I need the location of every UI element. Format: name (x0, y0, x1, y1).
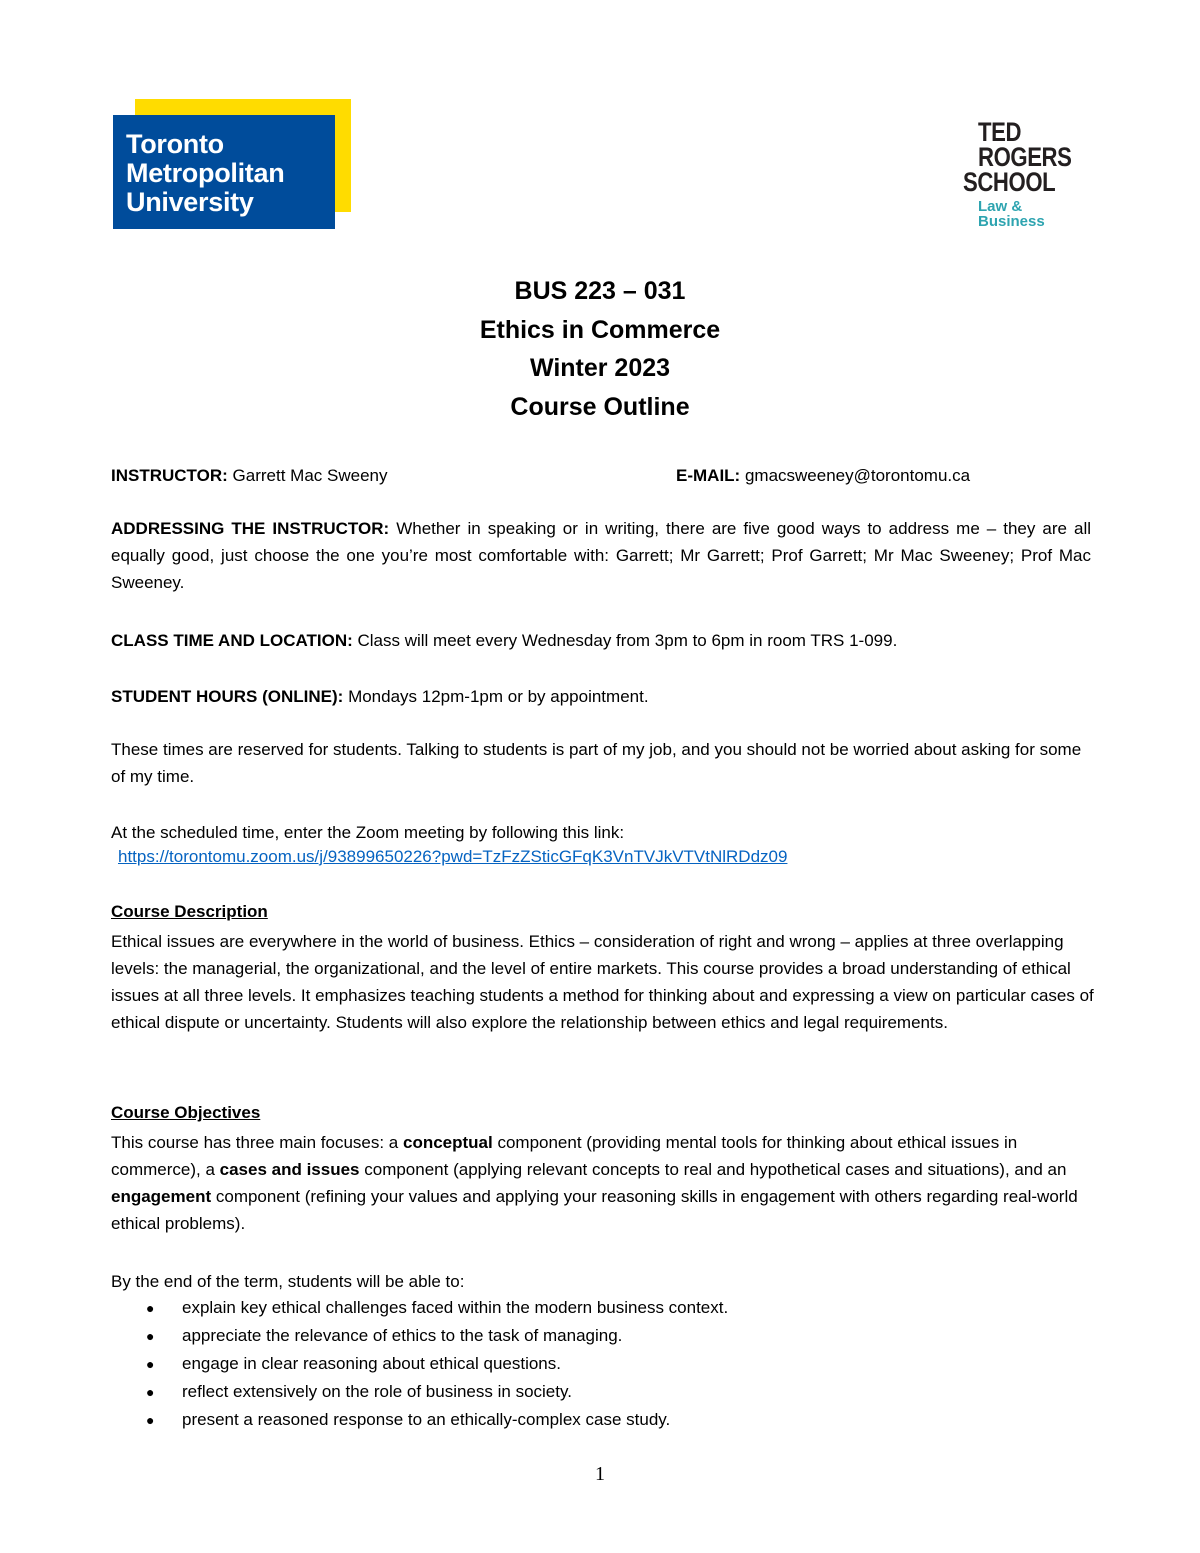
student-hours-paragraph (111, 683, 1091, 710)
objectives-text-part-4: component (refining your values and applying your reasoning skills in engagement with others regarding real-world ethical problems). (111, 1187, 1078, 1233)
objectives-bold-engagement: engagement (111, 1187, 212, 1206)
course-description-text: Ethical issues are everywhere in the world of business. Ethics – consideration of right and wrong – applies at three overlapping levels: the managerial, the organizational, and the level of entire markets. This course provides a broad understanding of ethical issues at all three levels. It emphasizes teaching students a method for thinking about and expressing a view on particular cases of ethical dispute or uncertainty. Students will also explore the relationship between ethics and legal requirements. (111, 932, 1094, 1032)
reserved-note: These times are reserved for students. Talking to students is part of my job, and you should not be worried about asking for some of my time. (111, 740, 1082, 786)
tmu-logo-line-3: University (126, 187, 254, 217)
course-objectives-heading: Course Objectives (111, 1103, 261, 1122)
course-code: BUS 223 – 031 (514, 277, 686, 305)
bullet-icon: ● (146, 1300, 155, 1316)
addressing-text: Whether in speaking or in writing, there are five good ways to address me – they are all equally good, just choose the one you’re most comfortable with: Garrett; Mr Garrett; Prof Garrett; Mr Mac Sweeney; Prof Mac Sweeney. (111, 519, 1092, 592)
list-item-text: engage in clear reasoning about ethical questions. (182, 1354, 561, 1373)
tmu-logo-line-2: Metropolitan (126, 158, 285, 188)
addressing-paragraph (111, 515, 1091, 596)
email-label: E-MAIL: (676, 466, 741, 485)
tmu-logo (113, 99, 351, 229)
instructor-name: Garrett Mac Sweeny (232, 466, 388, 485)
instructor-email: gmacsweeney@torontomu.ca (744, 466, 971, 485)
student-hours-text: Mondays 12pm-1pm or by appointment. (348, 687, 649, 706)
trs-logo (963, 117, 1093, 232)
trs-logo-sub-1: Law & (978, 198, 1023, 215)
instructor-label: INSTRUCTOR: (111, 466, 228, 485)
tmu-logo-line-1: Toronto (126, 129, 224, 159)
list-item (111, 1322, 728, 1350)
objectives-bold-cases: cases and issues (219, 1160, 360, 1179)
list-item-text: appreciate the relevance of ethics to the task of managing. (182, 1326, 623, 1345)
objectives-text-part-3: component (applying relevant concepts to real and hypothetical cases and situations), and an (359, 1160, 1067, 1179)
course-objectives-text (111, 1129, 1096, 1237)
trs-logo-sub-2: Business (978, 213, 1045, 230)
title-block (0, 272, 1200, 426)
course-term: Winter 2023 (529, 354, 671, 382)
class-time-text: Class will meet every Wednesday from 3pm to 6pm in room TRS 1-099. (357, 631, 898, 650)
trs-logo-line-3: SCHOOL (963, 167, 1056, 197)
trs-logo-line-2: ROGERS (978, 142, 1072, 172)
instructor-line (111, 462, 387, 489)
document-type: Course Outline (510, 392, 690, 421)
class-time-label: CLASS TIME AND LOCATION: (111, 631, 353, 650)
class-time-paragraph (111, 627, 1091, 654)
zoom-meeting-link[interactable]: https://torontomu.zoom.us/j/93899650226?pwd=TzFzZSticGFqK3VnTVJkVTVtNlRDdz09 (118, 847, 788, 866)
zoom-intro: At the scheduled time, enter the Zoom meeting by following this link: (111, 823, 625, 842)
tmu-logo-blue-block (113, 115, 335, 229)
bullet-icon: ● (146, 1412, 155, 1428)
list-item (111, 1406, 728, 1434)
objectives-text-part-1: This course has three main focuses: a (111, 1133, 403, 1152)
list-item (111, 1294, 728, 1322)
objectives-list (111, 1294, 728, 1434)
list-item (111, 1378, 728, 1406)
objectives-bold-conceptual: conceptual (402, 1133, 493, 1152)
tmu-logo-wordmark (126, 130, 284, 217)
list-item-text: explain key ethical challenges faced within the modern business context. (182, 1298, 729, 1317)
page-number: 1 (595, 1463, 605, 1485)
course-description-heading: Course Description (111, 902, 268, 921)
bullet-icon: ● (146, 1356, 155, 1372)
list-item-text: reflect extensively on the role of business in society. (182, 1382, 572, 1401)
list-item (111, 1350, 728, 1378)
objectives-list-intro: By the end of the term, students will be able to: (111, 1272, 465, 1291)
objectives-text-part-2: component (providing mental tools for thinking about ethical issues in commerce), a (111, 1133, 1018, 1179)
list-item-text: present a reasoned response to an ethically-complex case study. (182, 1410, 671, 1429)
trs-logo-line-1: TED (978, 117, 1022, 147)
bullet-icon: ● (146, 1328, 155, 1344)
email-line (676, 462, 970, 489)
course-name: Ethics in Commerce (479, 315, 721, 344)
student-hours-label: STUDENT HOURS (ONLINE): (111, 687, 344, 706)
addressing-label: ADDRESSING THE INSTRUCTOR: (111, 519, 390, 538)
bullet-icon: ● (146, 1384, 155, 1400)
